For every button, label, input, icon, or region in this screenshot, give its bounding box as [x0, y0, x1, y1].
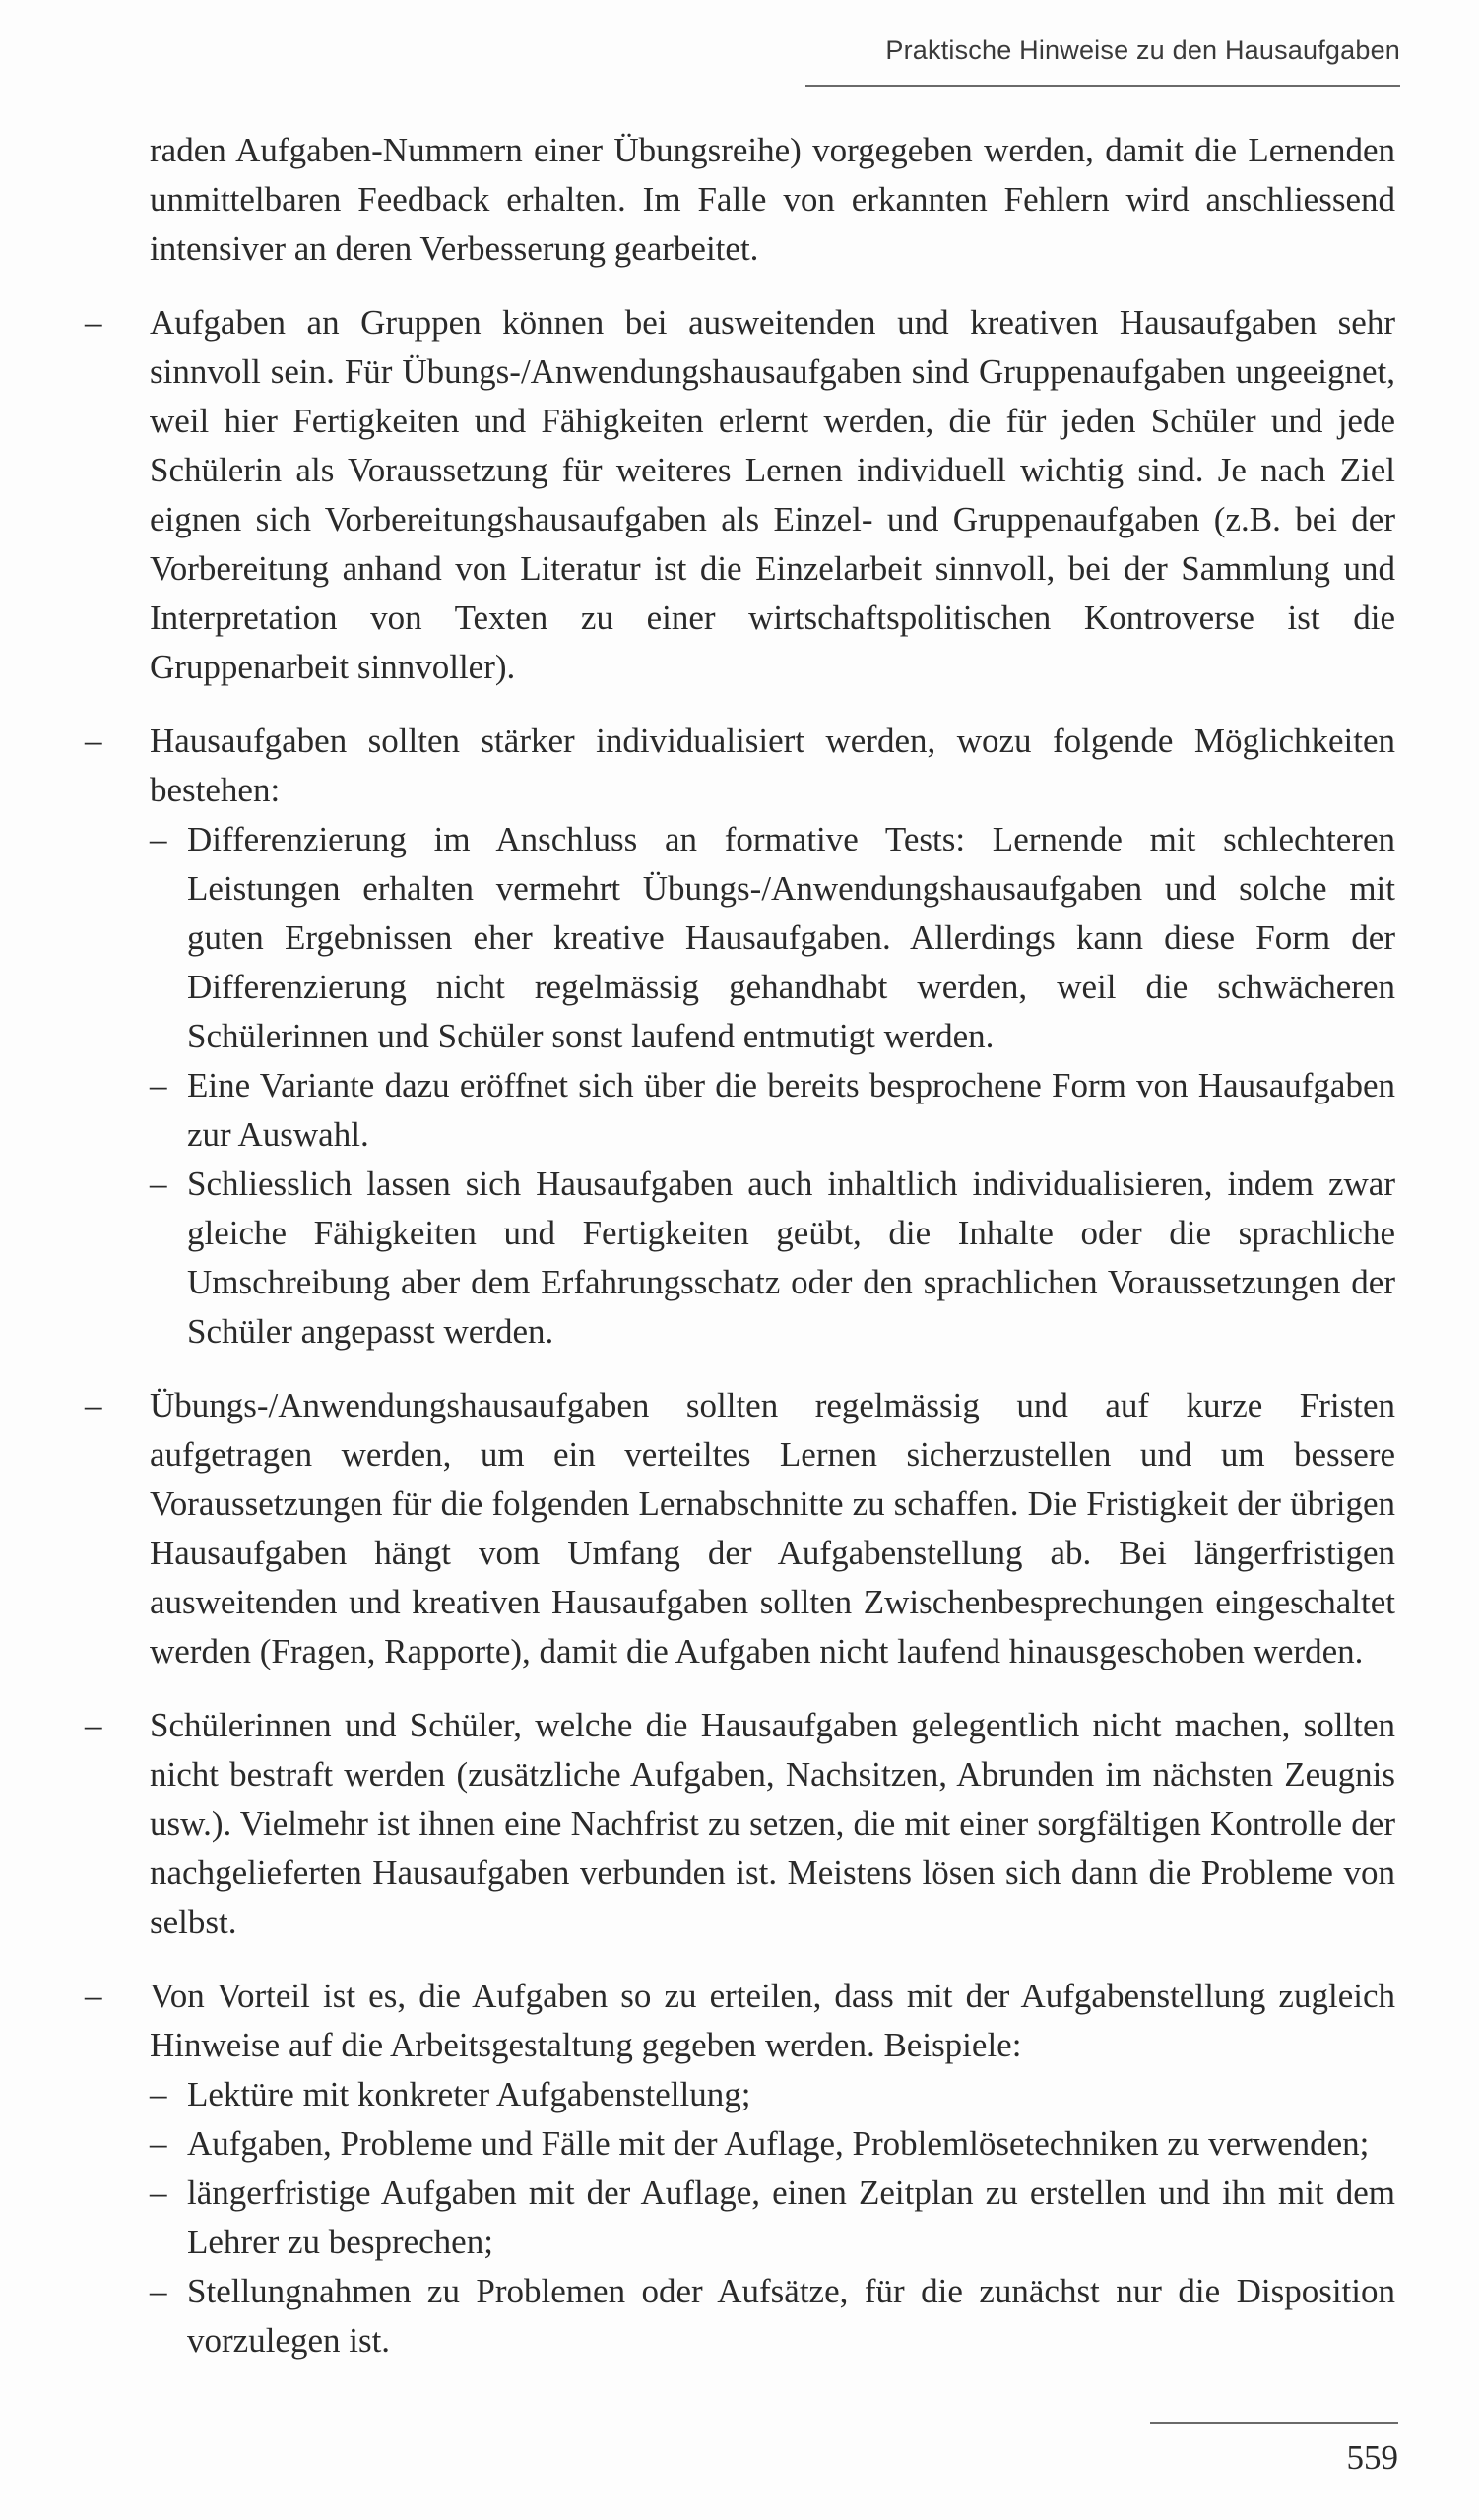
list-item-text: Aufgaben an Gruppen können bei ausweitenden und kreativen Hausaufgaben sehr sinnvoll sein. Für Übungs-/Anwendungshausaufgaben sind Gruppenaufgaben ungeeignet, weil hier Fertigkeiten und Fähigkeiten erlernt werden, die für jeden Schüler und jede Schülerin als Voraussetzung für weiteres Lernen individuell wichtig sind. Je nach Ziel eignen sich Vorbereitungshausaufgaben als Einzel- und Gruppenaufgaben (z.B. bei der Vorbereitung anhand von Literatur ist die Einzelarbeit sinnvoll, bei der Sammlung und Interpretation von Texten zu einer wirtschaftspolitischen Kontroverse ist die Gruppenarbeit sinnvoller).: [150, 303, 1395, 686]
list-item: [85, 717, 1395, 1356]
continuation-paragraph: raden Aufgaben-Nummern einer Übungsreihe) vorgegeben werden, damit die Lernenden unmittelbaren Feedback erhalten. Im Falle von erkannten Fehlern wird anschliessend intensiver an deren Verbesserung gearbeitet.: [150, 131, 1395, 268]
sub-list-dash: –: [150, 1165, 167, 1203]
sub-list: [150, 2070, 1395, 2365]
list-dash: –: [85, 1706, 102, 1744]
sub-list: [150, 815, 1395, 1356]
sub-list-item: [150, 815, 1395, 1061]
sub-list-item: [150, 2267, 1395, 2365]
list-dash: –: [85, 722, 102, 760]
sub-list-item: [150, 2169, 1395, 2267]
list-dash: –: [85, 1386, 102, 1424]
list-item: [85, 1381, 1395, 1676]
list-item-text: Schülerinnen und Schüler, welche die Hausaufgaben gelegentlich nicht machen, sollten nicht bestraft werden (zusätzliche Aufgaben, Nachsitzen, Abrunden im nächsten Zeugnis usw.). Vielmehr ist ihnen eine Nachfrist zu setzen, die mit einer sorgfältigen Kontrolle der nachgelieferten Hausaufgaben verbunden ist. Meistens lösen sich dann die Probleme von selbst.: [150, 1706, 1395, 1941]
sub-list-dash: –: [150, 2075, 167, 2113]
sub-list-item: [150, 2070, 1395, 2119]
sub-list-dash: –: [150, 2272, 167, 2310]
list-item-text: Von Vorteil ist es, die Aufgaben so zu erteilen, dass mit der Aufgabenstellung zugleich Hinweise auf die Arbeitsgestaltung gegeben werden. Beispiele:: [150, 1977, 1395, 2064]
list-item: [85, 1972, 1395, 2365]
list-dash: –: [85, 303, 102, 342]
header-rule: [805, 85, 1400, 87]
sub-list-item-text: Lektüre mit konkreter Aufgabenstellung;: [187, 2075, 751, 2113]
running-head: Praktische Hinweise zu den Hausaufgaben: [885, 35, 1400, 65]
sub-list-item-text: Aufgaben, Probleme und Fälle mit der Auflage, Problemlösetechniken zu verwenden;: [187, 2124, 1370, 2163]
sub-list-item-text: Differenzierung im Anschluss an formative Tests: Lernende mit schlechteren Leistungen erhalten vermehrt Übungs-/Anwendungshausaufgaben und solche mit guten Ergebnissen eher kreative Hausaufgaben. Allerdings kann diese Form der Differenzierung nicht regelmässig gehandhabt werden, weil die schwächeren Schülerinnen und Schüler sonst laufend entmutigt werden.: [187, 820, 1395, 1055]
sub-list-dash: –: [150, 2174, 167, 2212]
sub-list-item: [150, 1160, 1395, 1356]
sub-list-dash: –: [150, 2124, 167, 2163]
page-number: 559: [1346, 2438, 1398, 2477]
list-dash: –: [85, 1977, 102, 2015]
footer-rule: [1150, 2422, 1398, 2424]
sub-list-item: [150, 2119, 1395, 2169]
sub-list-dash: –: [150, 820, 167, 858]
sub-list-item-text: Eine Variante dazu eröffnet sich über die bereits besprochene Form von Hausaufgaben zur Auswahl.: [187, 1066, 1395, 1154]
sub-list-item: [150, 1061, 1395, 1160]
page-body: [0, 126, 1479, 2365]
list-item: [85, 298, 1395, 692]
sub-list-item-text: längerfristige Aufgaben mit der Auflage, einen Zeitplan zu erstellen und ihn mit dem Lehrer zu besprechen;: [187, 2174, 1395, 2261]
list-item: [85, 1701, 1395, 1947]
sub-list-item-text: Schliesslich lassen sich Hausaufgaben auch inhaltlich individualisieren, indem zwar gleiche Fähigkeiten und Fertigkeiten geübt, die Inhalte oder die sprachliche Umschreibung aber dem Erfahrungsschatz oder den sprachlichen Voraussetzungen der Schüler angepasst werden.: [187, 1165, 1395, 1351]
list-item-text: Übungs-/Anwendungshausaufgaben sollten regelmässig und auf kurze Fristen aufgetragen werden, um ein verteiltes Lernen sicherzustellen und um bessere Voraussetzungen für die folgenden Lernabschnitte zu schaffen. Die Fristigkeit der übrigen Hausaufgaben hängt vom Umfang der Aufgabenstellung ab. Bei längerfristigen ausweitenden und kreativen Hausaufgaben sollten Zwischenbesprechungen eingeschaltet werden (Fragen, Rapporte), damit die Aufgaben nicht laufend hinausgeschoben werden.: [150, 1386, 1395, 1670]
sub-list-dash: –: [150, 1066, 167, 1104]
sub-list-item-text: Stellungnahmen zu Problemen oder Aufsätze, für die zunächst nur die Disposition vorzulegen ist.: [187, 2272, 1395, 2360]
list-item-text: Hausaufgaben sollten stärker individualisiert werden, wozu folgende Möglichkeiten bestehen:: [150, 722, 1395, 809]
